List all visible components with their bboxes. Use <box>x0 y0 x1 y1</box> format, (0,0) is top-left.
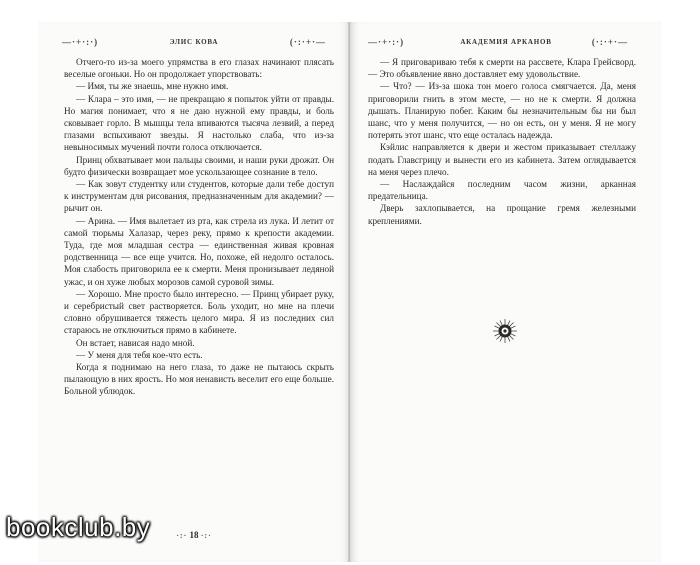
paragraph: Дверь захлопывается, на прощание гремя железными креплениями. <box>368 203 636 226</box>
left-running-header <box>38 37 350 51</box>
running-head-author: ЭЛИС КОВА <box>169 38 219 46</box>
right-running-header <box>350 37 662 51</box>
folio-ornament: ·:· <box>176 531 188 540</box>
header-ornament: —·+·:·) <box>368 37 405 47</box>
left-page <box>38 22 350 562</box>
paragraph: Когда я поднимаю на него глаза, то даже не пытаюсь скрыть пылающую в них ярость. Но моя ненависть веселит его еще больше. Больной ублюдок. <box>64 362 334 397</box>
right-page <box>350 22 662 562</box>
paragraph: — У меня для тебя кое-что есть. <box>76 349 203 360</box>
paragraph: Кэйлис направляется к двери и жестом приказывает стеллажу подать Главсгрицу и вынести его из кабинета. Затем оглядывается на меня через плечо. <box>368 142 636 177</box>
paragraph: — Хорошо. Мне просто было интересно. — Принц убирает руку, и серебристый свет растворяется. Боль уходит, но мне на плечи словно обрушивается тяжесть целого мира. Я из последних сил стараюсь не отключиться прямо в кабинете. <box>64 288 334 336</box>
paragraph: Отчего-то из-за моего упрямства в его глазах начинают плясать веселые огоньки. Но он продолжает упорствовать: <box>64 57 334 80</box>
paragraph: — Арина. — Имя вылетает из рта, как стрела из лука. И летит от самой тюрьмы Халазар, через реку, прямо к крепости академии. Туда, где моя младшая сестра — единственная живая кровная родственница — все еще учится. Но, похоже, ей недолго осталось. Моя слабость приговорила ее к смерти. Меня пронизывает ледяной ужас, и он хуже любых морозов самой суровой зимы. <box>64 215 334 287</box>
header-ornament: (·:·+·— <box>591 37 628 47</box>
paragraph: — Клара – это имя, — не прекращаю я попыток уйти от правды. Но магия понимает, что я не даю нужной ему правды, и боль сковывает горло. В мышцы тела впиваются тысяча лезвий, а перед глазами вспыхивают звезды. Я настолько слаба, что из-за невыносимых мучений почти голоса отключается. <box>64 93 334 153</box>
paragraph: — Имя, ты же знаешь, мне нужно имя. <box>76 81 229 92</box>
chapter-end-emblem-icon <box>492 318 518 344</box>
paragraph: Он встает, нависая надо мной. <box>76 337 195 348</box>
paragraph: — Что? — Из-за шока тон моего голоса смягчается. Да, меня приговорили гнить в этом месте, — но не к смерти. Я должна дышать. Планирую побег. Каким бы незначительным бы ни был шанс, что у меня получится, — но он есть, он у меня. Я не могу потерять этот шанс, что еще осталась надежда. <box>368 81 636 141</box>
watermark-logo: bookclub.by <box>6 512 151 542</box>
right-page-body <box>368 56 636 227</box>
paragraph: — Я приговариваю тебя к смерти на рассвете, Клара Грейсворд. — Это объявление явно доставляет ему удовольствие. <box>368 57 636 80</box>
page-number: 18 <box>189 530 199 540</box>
folio-ornament: ·:· <box>200 531 212 540</box>
running-head-book-title: АКАДЕМИЯ АРКАНОВ <box>460 38 552 46</box>
paragraph: — Наслаждайся последним часом жизни, арканная предательница. <box>368 179 636 202</box>
paragraph: Принц обхватывает мои пальцы своими, и наши руки дрожат. Он будто физически возвращает мое ускользающее сознание в тело. <box>64 154 334 177</box>
left-page-body <box>64 56 334 398</box>
header-ornament: (·:·+·— <box>289 37 326 47</box>
header-ornament: —·+·:·) <box>62 37 99 47</box>
paragraph: — Как зовут студентку или студентов, которые дали тебе доступ к инструментам для рисования, предназначенным для академии? — рычит он. <box>64 179 334 214</box>
